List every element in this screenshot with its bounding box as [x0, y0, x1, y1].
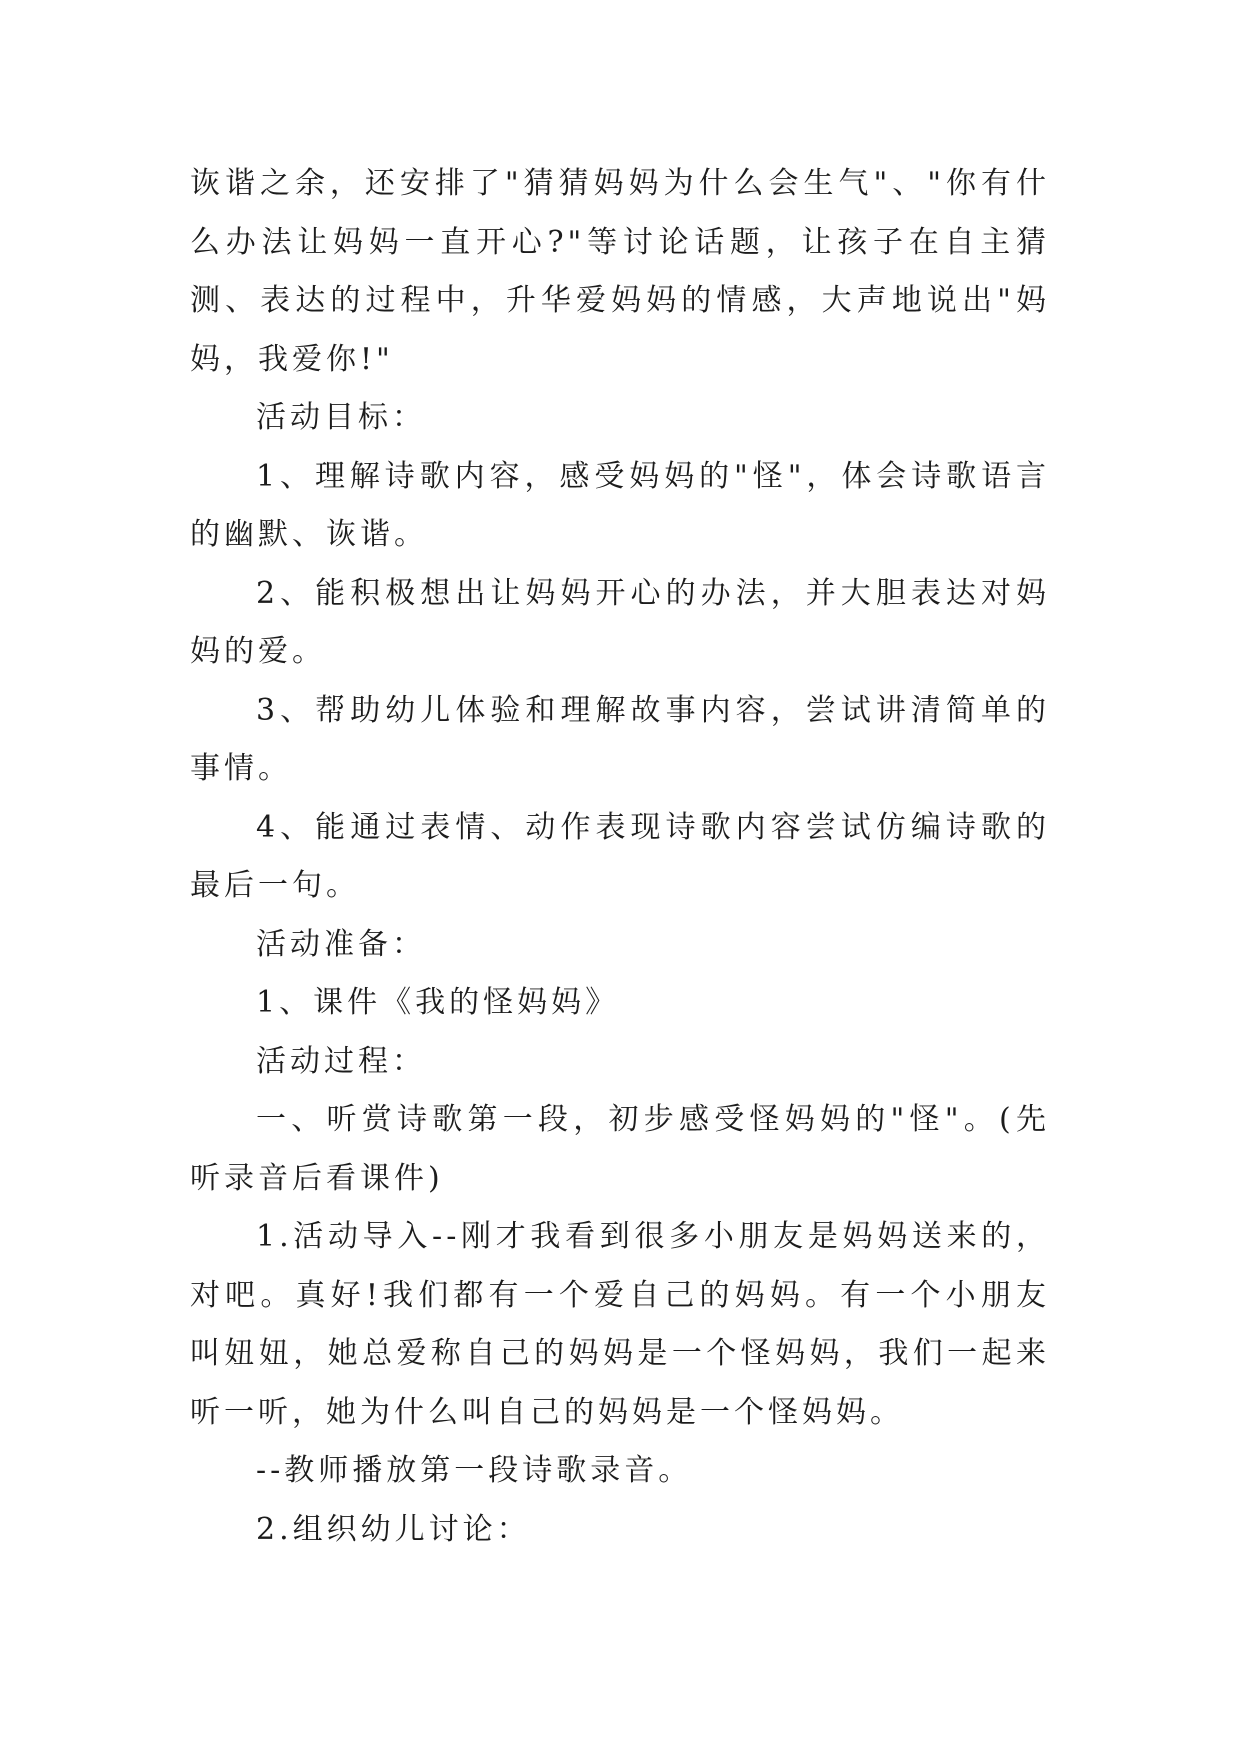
goal-item-1: 1、理解诗歌内容，感受妈妈的"怪"，体会诗歌语言的幽默、诙谐。: [190, 458, 1050, 552]
process-step-teacher-action: --教师播放第一段诗歌录音。: [256, 1453, 693, 1488]
paragraph-intro-continuation: 诙谐之余，还安排了"猜猜妈妈为什么会生气"、"你有什么办法让妈妈一直开心?"等讨论话题，让孩子在自主猜测、表达的过程中，升华爱妈妈的情感，大声地说出"妈妈，我爱你!": [190, 166, 1050, 377]
heading-activity-process: 活动过程：: [256, 1043, 426, 1079]
document-body: [190, 155, 1050, 1559]
goal-item-2: 2、能积极想出让妈妈开心的办法，并大胆表达对妈妈的爱。: [190, 575, 1050, 669]
process-section-1-title: 一、听赏诗歌第一段，初步感受怪妈妈的"怪"。(先听录音后看课件): [190, 1102, 1050, 1196]
goal-item-4: 4、能通过表情、动作表现诗歌内容尝试仿编诗歌的最后一句。: [190, 809, 1050, 903]
process-step-1: 1.活动导入--刚才我看到很多小朋友是妈妈送来的，对吧。真好!我们都有一个爱自己的妈妈。有一个小朋友叫妞妞，她总爱称自己的妈妈是一个怪妈妈，我们一起来听一听，她为什么叫自己的妈妈是一个怪妈妈。: [190, 1219, 1050, 1430]
process-step-2: 2.组织幼儿讨论：: [256, 1511, 531, 1547]
preparation-item-1: 1、课件《我的怪妈妈》: [256, 985, 620, 1020]
goal-item-3: 3、帮助幼儿体验和理解故事内容，尝试讲清简单的事情。: [190, 692, 1050, 786]
heading-activity-goals: 活动目标：: [256, 400, 426, 435]
heading-activity-preparation: 活动准备：: [256, 926, 426, 962]
